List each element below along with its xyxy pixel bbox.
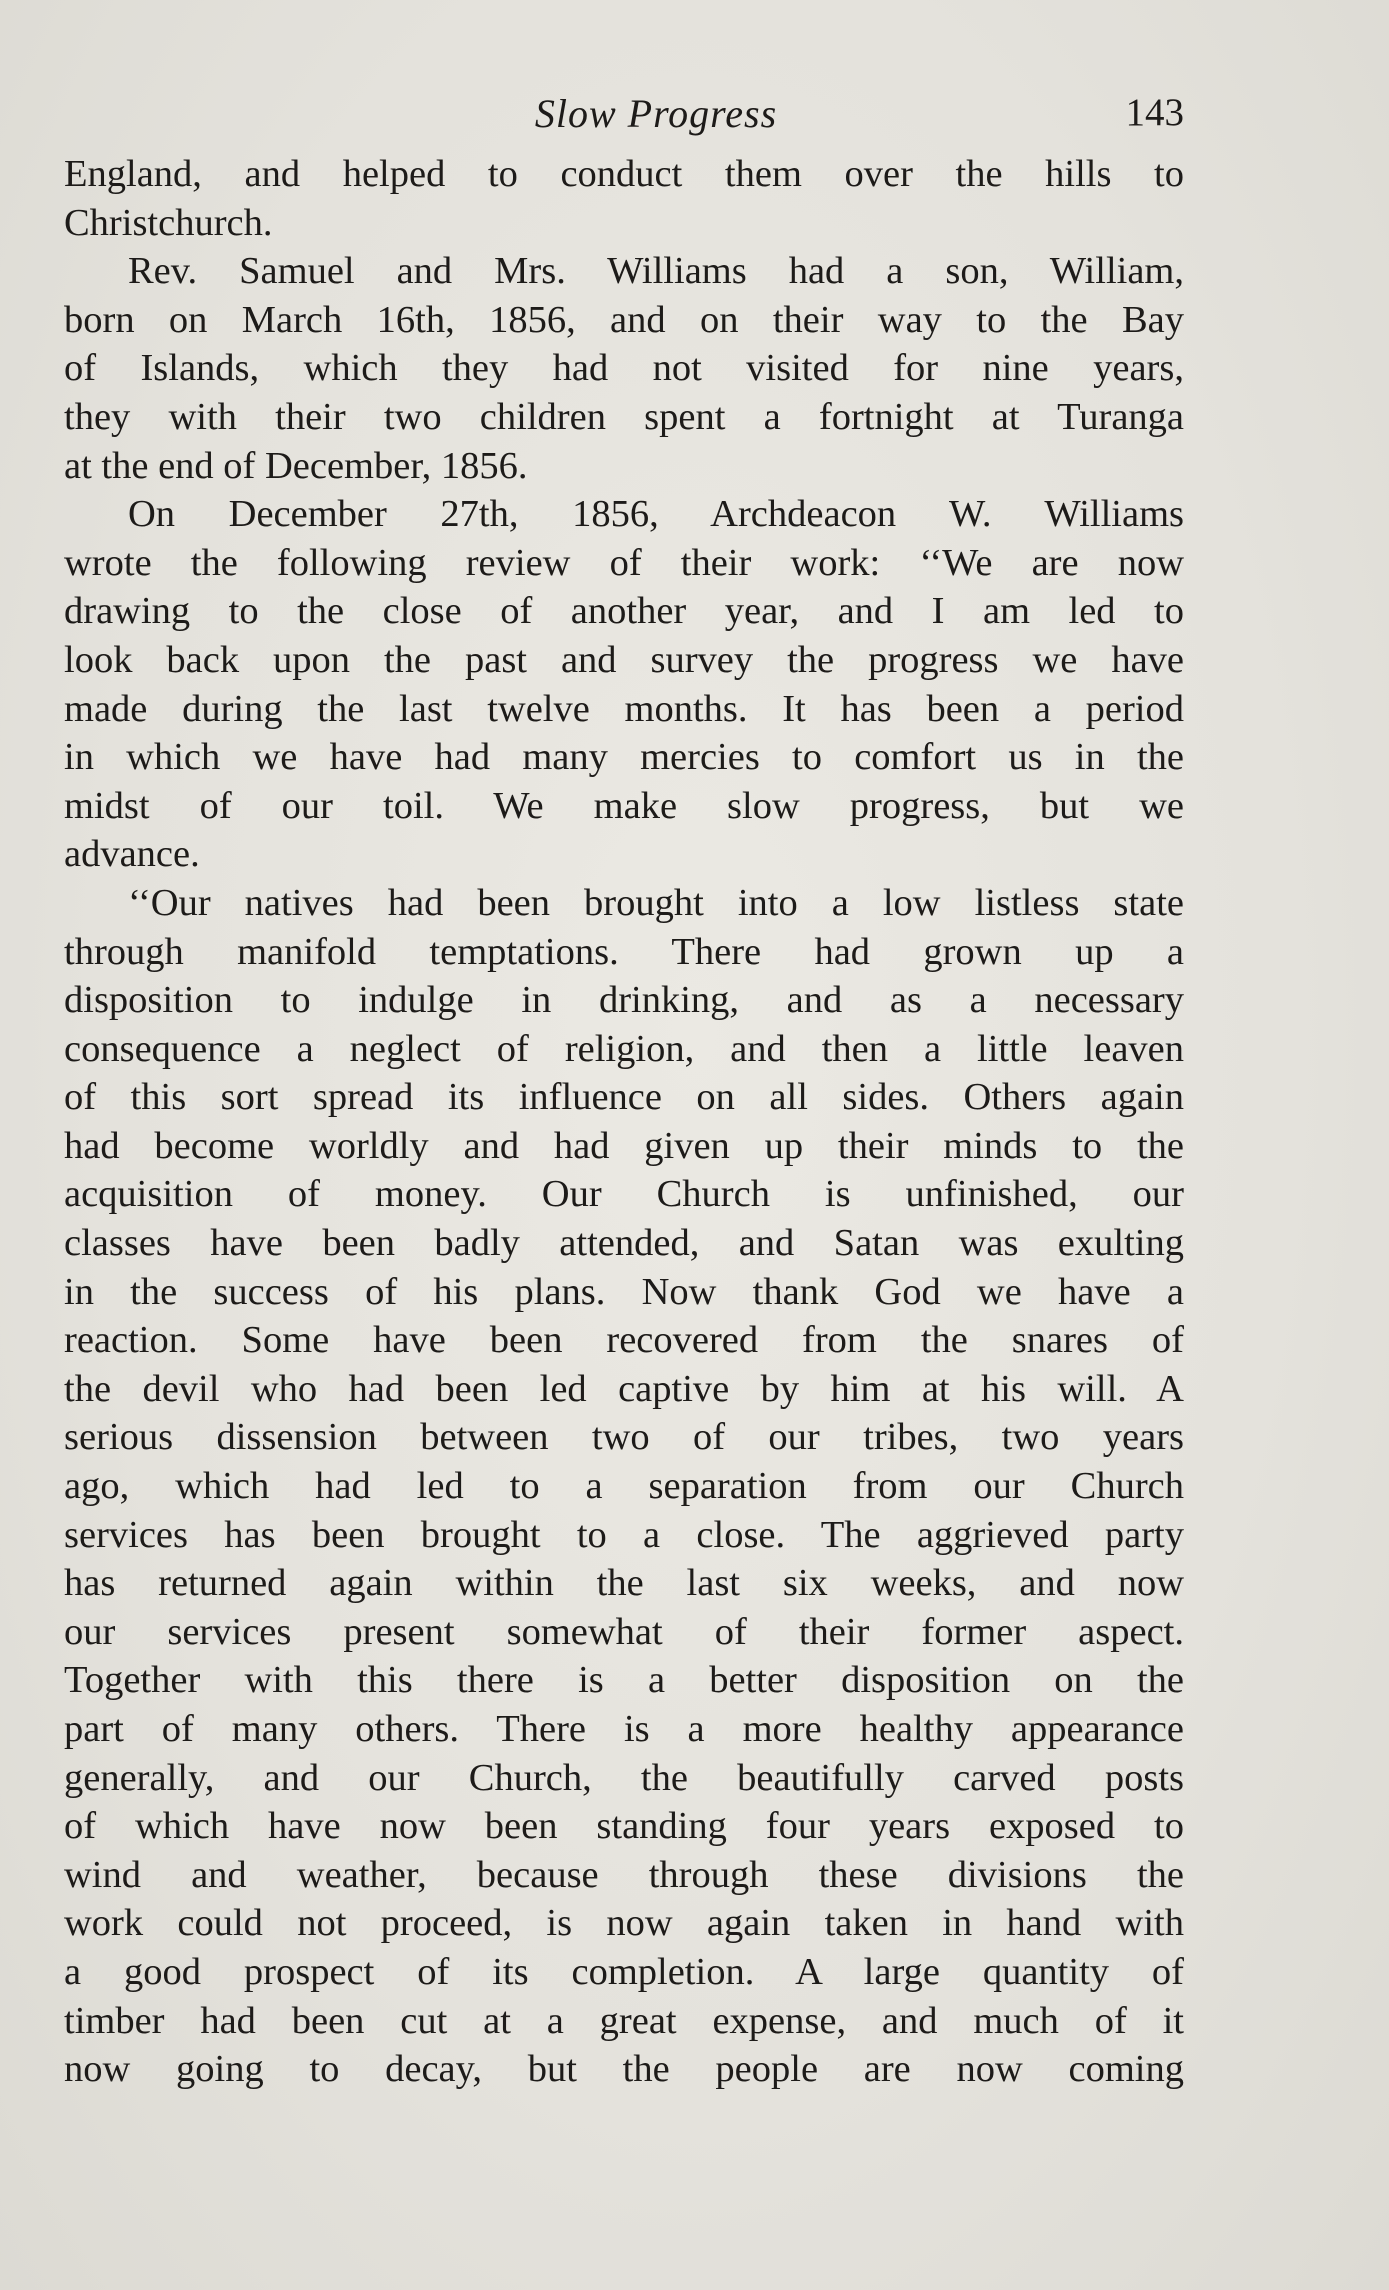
text-line: Rev. Samuel and Mrs. Williams had a son, William, [128,250,1184,293]
text-line: through manifold temptations. There had grown up a [64,930,1184,973]
text-line: our services present somewhat of their former aspect. [64,1610,1184,1653]
text-line: advance. [64,833,200,876]
text-line: timber had been cut at a great expense, and much of it [64,1999,1184,2042]
text-line: ‘‘Our natives had been brought into a low listless state [128,881,1184,924]
running-title: Slow Progress [534,91,778,136]
page-number: 143 [1125,91,1184,134]
text-line: of which have now been standing four years exposed to [64,1805,1184,1848]
text-line: Christchurch. [64,201,273,244]
text-line: drawing to the close of another year, and I am led to [64,590,1184,633]
text-line: at the end of December, 1856. [64,444,528,487]
text-line: in the success of his plans. Now thank God we have a [64,1270,1184,1313]
text-line: disposition to indulge in drinking, and as a necessary [64,979,1184,1022]
text-line: wrote the following review of their work: ‘‘We are now [64,541,1184,584]
text-line: of this sort spread its influence on all sides. Others again [64,1076,1184,1119]
text-line: consequence a neglect of religion, and then a little leaven [64,1027,1184,1070]
text-line: a good prospect of its completion. A large quantity of [64,1950,1184,1993]
text-line: part of many others. There is a more healthy appearance [64,1708,1184,1750]
text-line: acquisition of money. Our Church is unfinished, our [64,1173,1184,1216]
text-line: now going to decay, but the people are now coming [64,2048,1184,2091]
text-line: midst of our toil. We make slow progress, but we [64,784,1184,827]
text-line: of Islands, which they had not visited for nine years, [64,347,1184,390]
running-head [64,90,1184,150]
text-line: ago, which had led to a separation from our Church [64,1465,1184,1508]
text-line: services has been brought to a close. The aggrieved party [64,1513,1184,1556]
text-line: work could not proceed, is now again taken in hand with [64,1902,1184,1945]
text-line: made during the last twelve months. It has been a period [64,687,1184,730]
book-page [64,90,1184,2094]
text-line: On December 27th, 1856, Archdeacon W. Williams [128,493,1184,536]
text-line: wind and weather, because through these divisions the [64,1853,1184,1896]
body-text [64,150,1184,2094]
text-line: reaction. Some have been recovered from the snares of [64,1319,1184,1362]
text-line: classes have been badly attended, and Satan was exulting [64,1222,1184,1265]
text-line: they with their two children spent a fortnight at Turanga [64,395,1184,438]
text-line: look back upon the past and survey the progress we have [64,638,1184,681]
text-line: serious dissension between two of our tribes, two years [64,1416,1184,1459]
text-line: had become worldly and had given up their minds to the [64,1124,1184,1167]
text-line: generally, and our Church, the beautifully carved posts [64,1756,1184,1799]
text-line: has returned again within the last six weeks, and now [64,1562,1184,1605]
text-line: in which we have had many mercies to comfort us in the [64,736,1184,779]
text-line: the devil who had been led captive by him at his will. A [64,1367,1184,1410]
text-line: born on March 16th, 1856, and on their way to the Bay [64,298,1184,341]
text-line: England, and helped to conduct them over the hills to [64,153,1184,195]
text-line: Together with this there is a better disposition on the [64,1659,1184,1702]
